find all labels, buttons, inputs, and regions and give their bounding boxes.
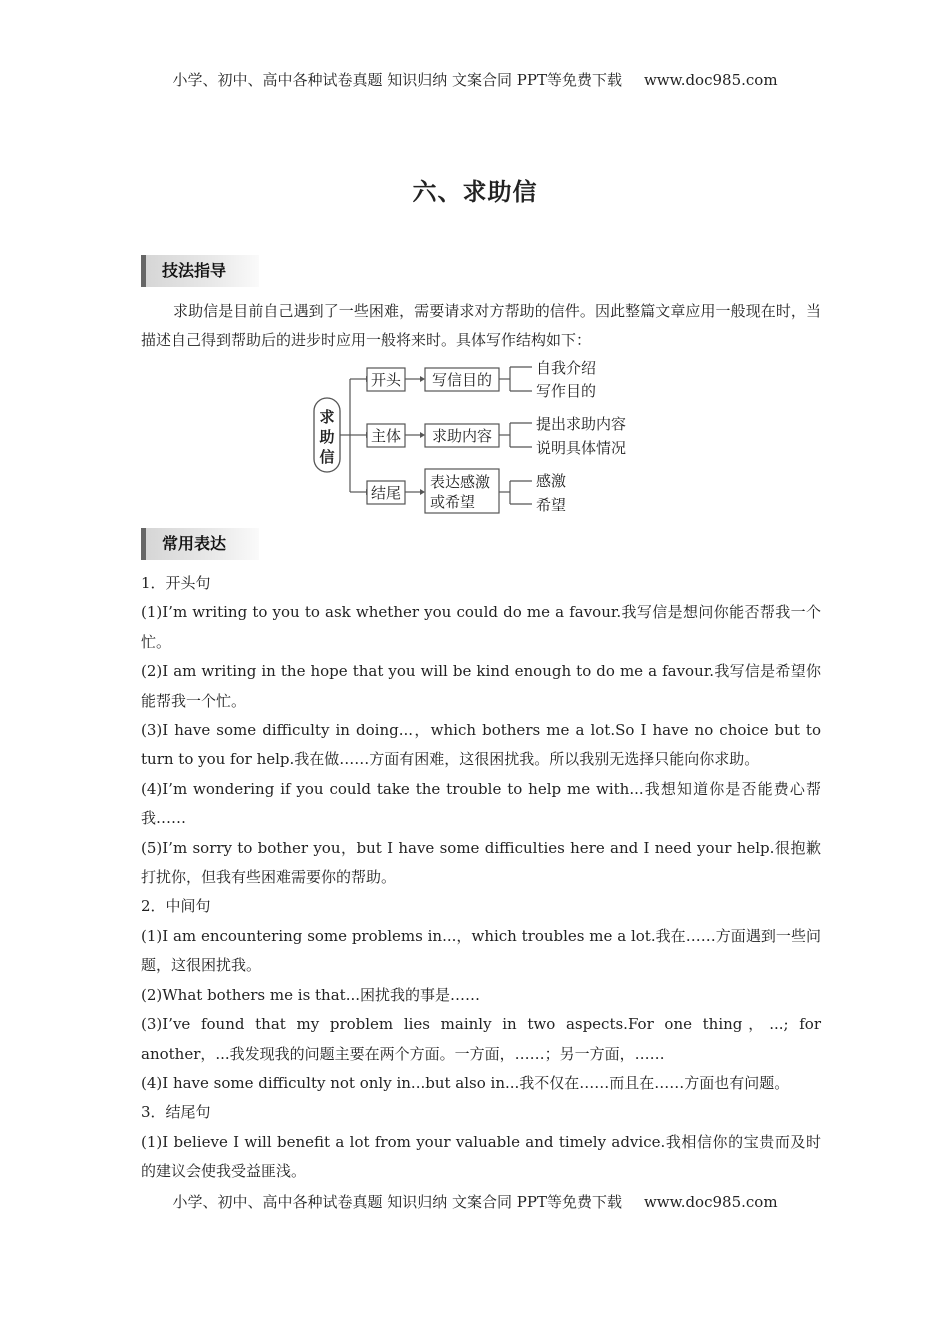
part-item-3-2: 希望: [536, 496, 567, 514]
middle-sentence-3: (3)I’ve found that my problem lies mainly in two aspects.For one thing，...; for another，...我发现我的问题主要在两个方面。一方面，……；另一方面，……: [141, 1015, 821, 1063]
footer-site: www.doc985.com: [643, 1193, 778, 1211]
middle-sentence-2: (2)What bothers me is that...困扰我的事是……: [141, 985, 480, 1004]
part-purpose-3-line2: 或希望: [430, 493, 476, 511]
section-label-expressions: 常用表达: [141, 528, 259, 560]
part-item-1-2: 写作目的: [536, 382, 597, 400]
closing-sentence-1: (1)I believe I will benefit a lot from your valuable and timely advice.我相信你的宝贵而及时的建议会使我受益匪浅。: [141, 1132, 821, 1181]
part-label-2: 主体: [370, 427, 402, 445]
expressions-block: [141, 569, 821, 1187]
group-heading-middle: 2．中间句: [141, 897, 211, 916]
opening-sentence-2: (2)I am writing in the hope that you will be kind enough to do me a favour.我写信是希望你能帮我一个忙。: [141, 662, 821, 710]
part-purpose-2: 求助内容: [431, 427, 493, 445]
part-item-2-2: 说明具体情况: [536, 439, 627, 457]
opening-sentence-1: (1)I’m writing to you to ask whether you could do me a favour.我写信是想问你能否帮我一个忙。: [141, 603, 821, 651]
part-label-3: 结尾: [370, 484, 402, 502]
middle-sentence-1: (1)I am encountering some problems in...，which troubles me a lot.我在……方面遇到一些问题，这很困扰我。: [141, 926, 821, 975]
part-purpose-3: 表达感激: [430, 473, 491, 491]
root-char-2: 助: [319, 428, 335, 446]
group-heading-closing: 3．结尾句: [141, 1103, 211, 1122]
opening-sentence-3: (3)I have some difficulty in doing...，which bothers me a lot.So I have no choice but to turn to you for help.我在做……方面有困难，这很困扰我。所以我别无选择只能向你求助。: [141, 721, 821, 769]
header-site: www.doc985.com: [643, 71, 778, 89]
page-footer: [0, 1191, 950, 1212]
part-item-3-1: 感激: [536, 472, 567, 490]
intro-paragraph: 求助信是目前自己遇到了一些困难，需要请求对方帮助的信件。因此整篇文章应用一般现在时，当描述自己得到帮助后的进步时应用一般将来时。具体写作结构如下：: [141, 302, 821, 350]
part-label-1: 开头: [370, 371, 402, 389]
header-text: 小学、初中、高中各种试卷真题 知识归纳 文案合同 PPT等免费下载: [172, 71, 622, 89]
section-label-guide: 技法指导: [141, 255, 259, 287]
footer-text: 小学、初中、高中各种试卷真题 知识归纳 文案合同 PPT等免费下载: [172, 1193, 622, 1211]
part-item-1-1: 自我介绍: [536, 359, 597, 377]
part-item-2-1: 提出求助内容: [536, 415, 627, 433]
root-char-3: 信: [319, 448, 335, 466]
opening-sentence-4: (4)I’m wondering if you could take the trouble to help me with...我想知道你是否能费心帮我……: [141, 779, 821, 828]
page-header: [0, 69, 950, 90]
part-purpose-1: 写信目的: [431, 371, 493, 389]
opening-sentence-5: (5)I’m sorry to bother you，but I have some difficulties here and I need your help.很抱歉打扰你，但我有些困难需要你的帮助。: [141, 838, 821, 887]
intro-block: [141, 297, 821, 356]
page-title: 六、求助信: [412, 177, 538, 206]
structure-diagram: [310, 358, 650, 520]
root-char-1: 求: [319, 408, 335, 426]
middle-sentence-4: (4)I have some difficulty not only in...but also in...我不仅在……而且在……方面也有问题。: [141, 1073, 790, 1092]
group-heading-opening: 1．开头句: [141, 574, 211, 592]
